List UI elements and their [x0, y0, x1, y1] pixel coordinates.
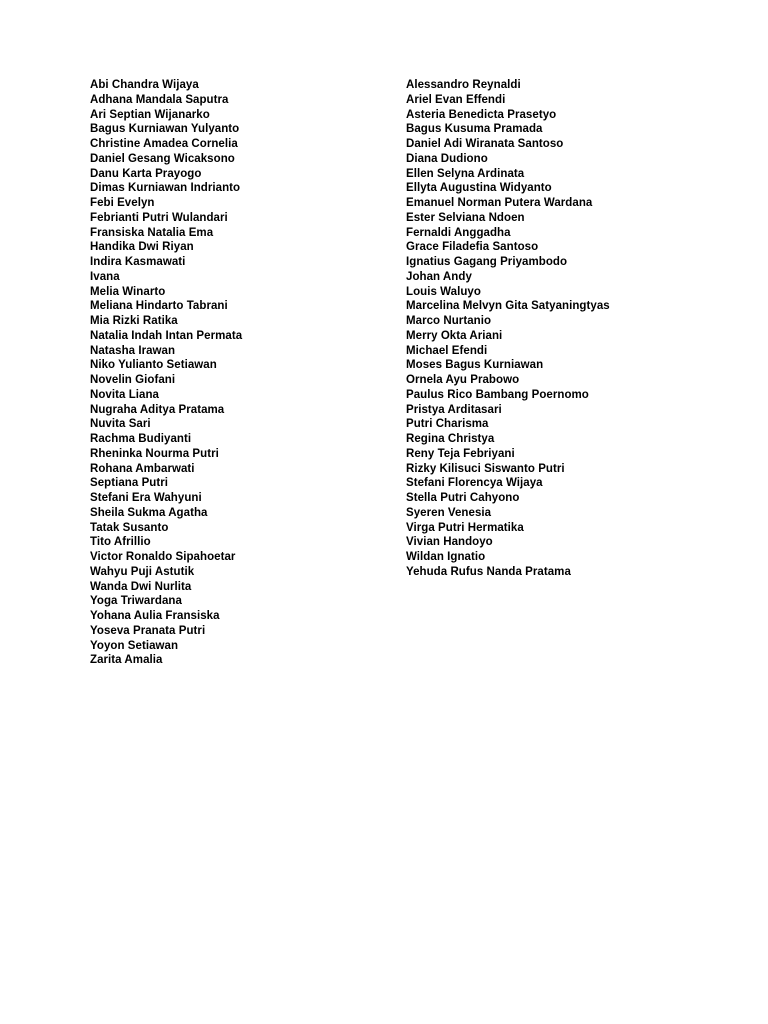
list-item: Febi Evelyn [90, 197, 155, 209]
list-item: Ivana [90, 270, 120, 283]
list-item: Febrianti Putri Wulandari [90, 211, 228, 224]
list-item: Asteria Benedicta Prasetyo [406, 108, 557, 121]
list-item: Rachma Budiyanti [90, 433, 192, 445]
list-item: Yehuda Rufus Nanda Pratama [406, 565, 571, 578]
list-item: Mia Rizki Ratika [90, 315, 178, 327]
list-item: Abi Chandra Wijaya [90, 79, 199, 91]
list-item: Natasha Irawan [90, 344, 176, 357]
list-item: Wahyu Puji Astutik [90, 565, 195, 578]
list-item: Marcelina Melvyn Gita Satyaningtyas [406, 300, 610, 313]
list-item: Novita Liana [90, 388, 159, 401]
list-item: Yoyon Setiawan [90, 639, 179, 652]
list-item: Ignatius Gagang Priyambodo [406, 256, 568, 268]
list-item: Daniel Gesang Wicaksono [90, 152, 235, 165]
list-item: Niko Yulianto Setiawan [90, 359, 217, 372]
list-item: Bagus Kusuma Pramada [406, 123, 543, 136]
list-item: Ellen Selyna Ardinata [406, 167, 525, 180]
list-item: Merry Okta Ariani [406, 329, 503, 342]
list-item: Daniel Adi Wiranata Santoso [406, 138, 564, 150]
list-item: Marco Nurtanio [406, 315, 492, 327]
list-item: Ari Septian Wijanarko [90, 108, 210, 121]
list-item: Alessandro Reynaldi [406, 79, 521, 91]
list-item: Indira Kasmawati [90, 256, 186, 268]
list-item: Syeren Venesia [406, 506, 492, 519]
list-item: Michael Efendi [406, 344, 488, 357]
list-item: Tito Afrillio [90, 536, 151, 549]
list-item: Vivian Handoyo [406, 536, 493, 549]
list-item: Johan Andy [406, 270, 472, 283]
list-item: Reny Teja Febriyani [406, 447, 515, 460]
list-item: Louis Waluyo [406, 285, 481, 298]
list-item: Septiana Putri [90, 477, 169, 490]
list-item: Fransiska Natalia Ema [90, 226, 214, 239]
list-item: Yoseva Pranata Putri [90, 624, 206, 637]
list-item: Stella Putri Cahyono [406, 492, 520, 504]
list-item: Paulus Rico Bambang Poernomo [406, 388, 589, 401]
list-item: Diana Dudiono [406, 152, 488, 165]
list-item: Yohana Aulia Fransiska [90, 610, 220, 622]
list-item: Grace Filadefia Santoso [406, 241, 539, 254]
list-item: Victor Ronaldo Sipahoetar [90, 551, 236, 563]
list-item: Emanuel Norman Putera Wardana [406, 197, 593, 209]
list-item: Pristya Arditasari [406, 403, 502, 416]
list-item: Moses Bagus Kurniawan [406, 359, 544, 372]
list-item: Stefani Florencya Wijaya [406, 477, 543, 490]
list-item: Novelin Giofani [90, 374, 176, 386]
list-item: Adhana Mandala Saputra [90, 93, 229, 106]
list-item: Melia Winarto [90, 285, 166, 298]
list-item: Fernaldi Anggadha [406, 226, 511, 239]
list-item: Wildan Ignatio [406, 551, 486, 563]
list-item: Bagus Kurniawan Yulyanto [90, 123, 240, 136]
list-item: Ellyta Augustina Widyanto [406, 182, 552, 195]
list-item: Nuvita Sari [90, 418, 151, 431]
list-item: Stefani Era Wahyuni [90, 492, 202, 504]
list-item: Rheninka Nourma Putri [90, 447, 219, 460]
list-item: Handika Dwi Riyan [90, 241, 194, 254]
list-item: Regina Christya [406, 433, 495, 445]
list-item: Natalia Indah Intan Permata [90, 329, 243, 342]
list-item: Rizky Kilisuci Siswanto Putri [406, 462, 565, 475]
name-list-right [406, 78, 746, 580]
list-item: Tatak Susanto [90, 521, 169, 534]
list-item: Putri Charisma [406, 418, 489, 431]
list-item: Christine Amadea Cornelia [90, 138, 238, 150]
list-item: Sheila Sukma Agatha [90, 506, 208, 519]
list-item: Yoga Triwardana [90, 595, 182, 608]
list-item: Ester Selviana Ndoen [406, 211, 525, 224]
list-item: Rohana Ambarwati [90, 462, 195, 475]
list-item: Virga Putri Hermatika [406, 521, 524, 534]
list-item: Nugraha Aditya Pratama [90, 403, 225, 416]
list-item: Ariel Evan Effendi [406, 93, 506, 106]
name-list-left [90, 78, 380, 668]
list-item: Wanda Dwi Nurlita [90, 580, 192, 593]
list-item: Danu Karta Prayogo [90, 167, 202, 180]
list-item: Zarita Amalia [90, 654, 163, 667]
list-item: Meliana Hindarto Tabrani [90, 300, 228, 313]
list-item: Dimas Kurniawan Indrianto [90, 182, 241, 195]
list-item: Ornela Ayu Prabowo [406, 374, 520, 386]
